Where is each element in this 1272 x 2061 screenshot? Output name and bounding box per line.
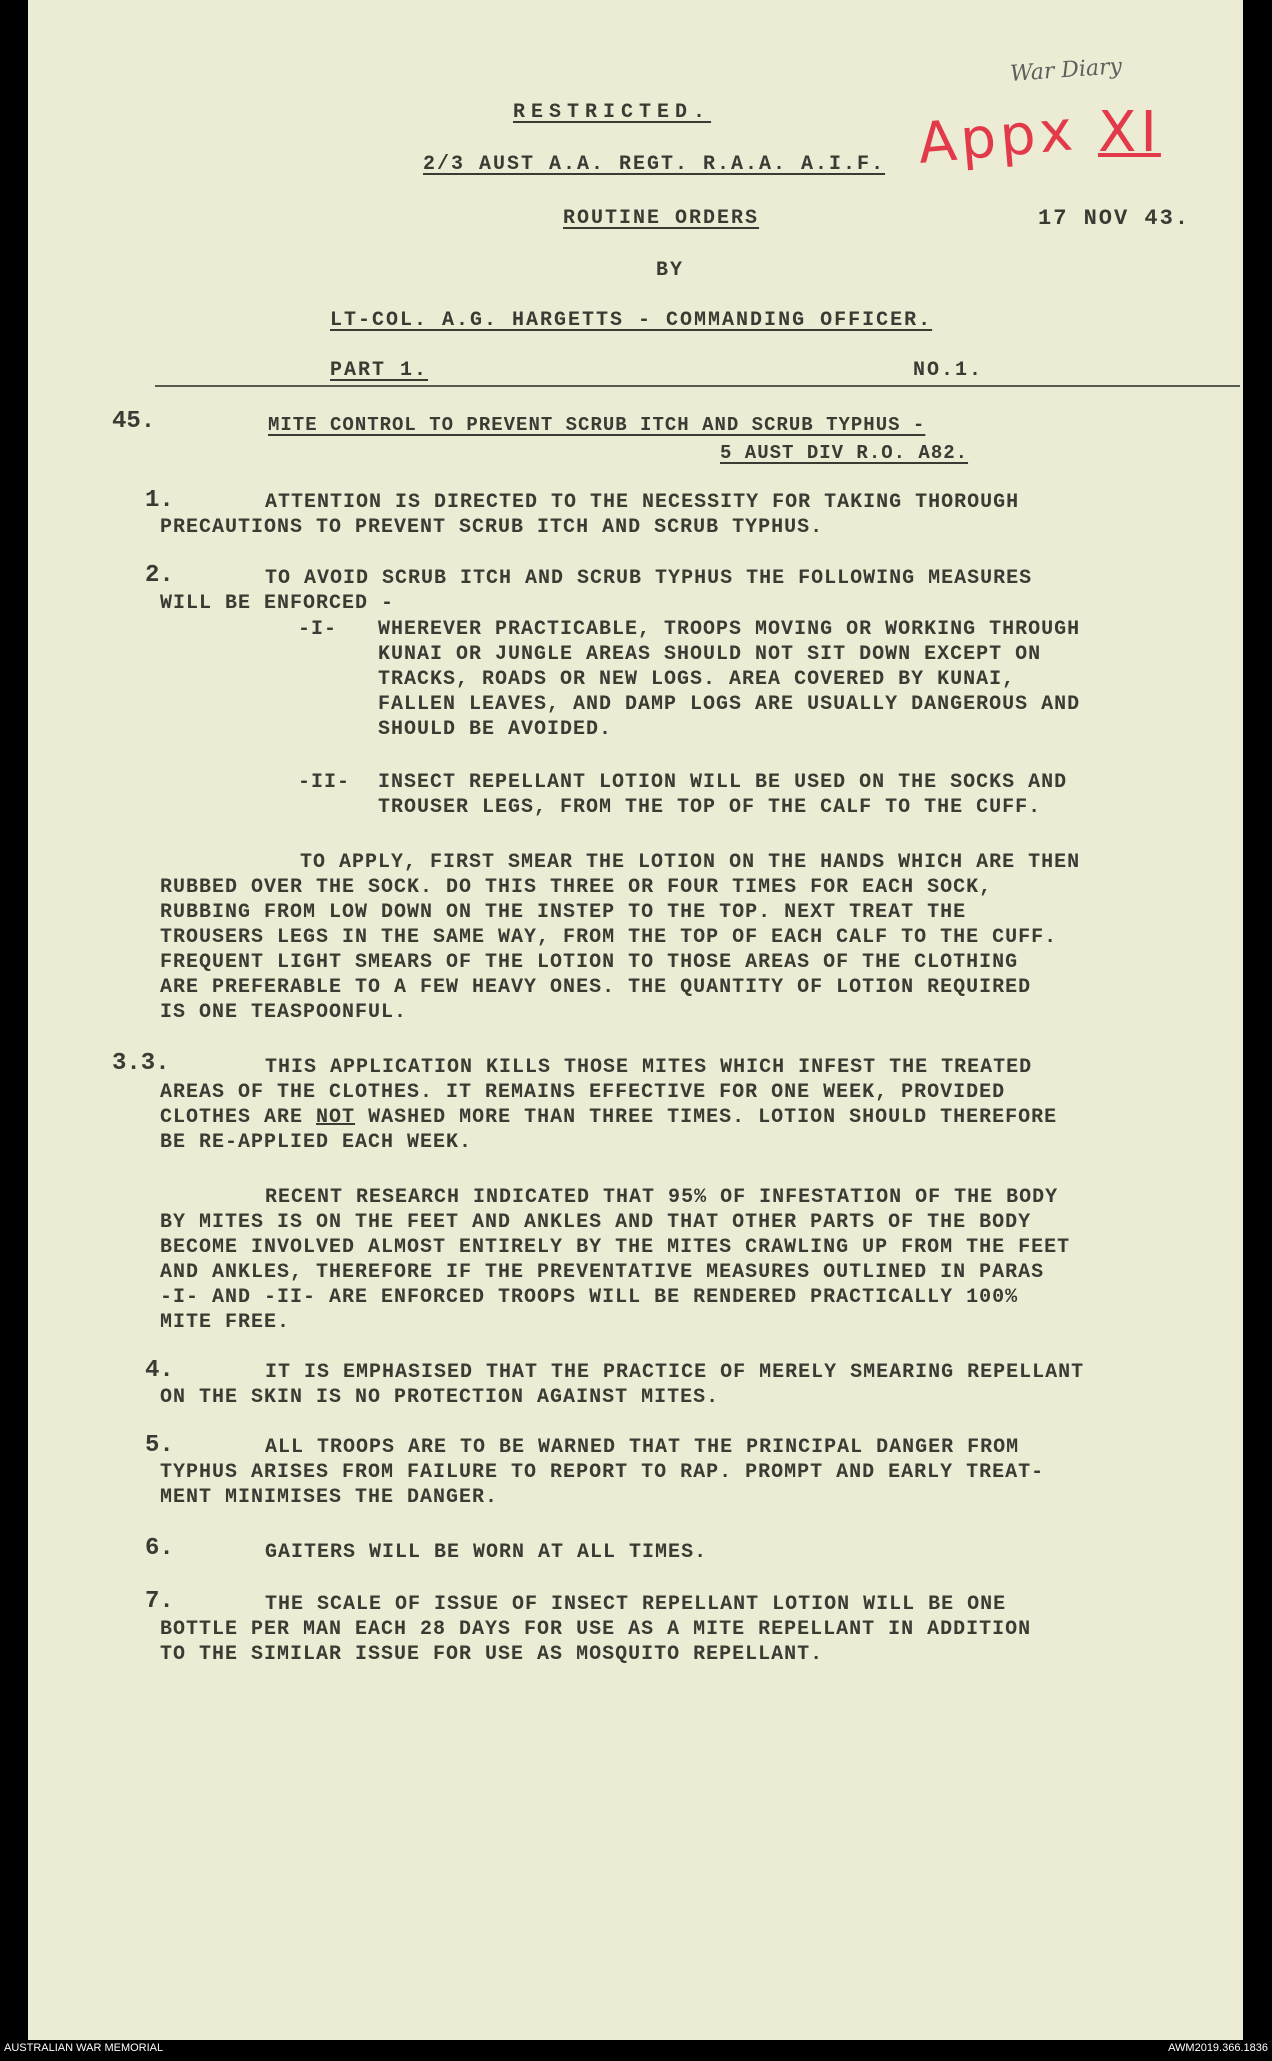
- para-6-number: 6.: [145, 1535, 174, 1562]
- research-line: -I- AND -II- ARE ENFORCED TROOPS WILL BE RENDERED PRACTICALLY 100%: [160, 1286, 1019, 1309]
- war-diary-annotation: War Diary: [1009, 54, 1123, 87]
- para-1-line: PRECAUTIONS TO PREVENT SCRUB ITCH AND SCRUB TYPHUS.: [160, 516, 824, 539]
- para-4-line: IT IS EMPHASISED THAT THE PRACTICE OF MERELY SMEARING REPELLANT: [265, 1361, 1085, 1384]
- research-line: MITE FREE.: [160, 1311, 291, 1334]
- appendix-numeral: XI: [1098, 100, 1161, 165]
- order-item-number: 45.: [112, 408, 156, 435]
- para-3-line-3: [160, 1105, 1057, 1130]
- research-line: AND ANKLES, THEREFORE IF THE PREVENTATIVE MEASURES OUTLINED IN PARAS: [160, 1261, 1045, 1284]
- para-5-number: 5.: [145, 1432, 174, 1459]
- sub-1-line: FALLEN LEAVES, AND DAMP LOGS ARE USUALLY DANGEROUS AND: [378, 693, 1081, 716]
- routine-orders-title: ROUTINE ORDERS: [563, 207, 760, 230]
- order-number: NO.1.: [913, 359, 984, 382]
- sub-1-line: SHOULD BE AVOIDED.: [378, 718, 613, 741]
- para-3-line-3-post: WASHED MORE THAN THREE TIMES. LOTION SHOULD THEREFORE: [368, 1106, 1058, 1129]
- not-emphasis: NOT: [316, 1106, 356, 1129]
- para-4-line: ON THE SKIN IS NO PROTECTION AGAINST MITES.: [160, 1386, 720, 1409]
- para-7-number: 7.: [145, 1588, 174, 1615]
- para-2-line: WILL BE ENFORCED -: [160, 592, 395, 615]
- apply-line: TO APPLY, FIRST SMEAR THE LOTION ON THE HANDS WHICH ARE THEN: [300, 851, 1081, 874]
- apply-line: IS ONE TEASPOONFUL.: [160, 1001, 408, 1024]
- sub-1-line: WHEREVER PRACTICABLE, TROOPS MOVING OR WORKING THROUGH: [378, 618, 1081, 641]
- para-1-line: ATTENTION IS DIRECTED TO THE NECESSITY FOR TAKING THOROUGH: [265, 491, 1020, 514]
- sub-1-line: TRACKS, ROADS OR NEW LOGS. AREA COVERED BY KUNAI,: [378, 668, 1016, 691]
- unit-heading: 2/3 AUST A.A. REGT. R.A.A. A.I.F.: [423, 153, 886, 176]
- sub-1-line: KUNAI OR JUNGLE AREAS SHOULD NOT SIT DOWN EXCEPT ON: [378, 643, 1042, 666]
- footer-institution: AUSTRALIAN WAR MEMORIAL: [4, 2042, 164, 2054]
- para-5-line: TYPHUS ARISES FROM FAILURE TO REPORT TO RAP. PROMPT AND EARLY TREAT-: [160, 1461, 1045, 1484]
- apply-line: RUBBING FROM LOW DOWN ON THE INSTEP TO THE TOP. NEXT TREAT THE: [160, 901, 967, 924]
- by-label: BY: [656, 259, 685, 282]
- para-1-number: 1.: [145, 487, 174, 514]
- para-2-line: TO AVOID SCRUB ITCH AND SCRUB TYPHUS THE FOLLOWING MEASURES: [265, 567, 1033, 590]
- order-heading-line1: MITE CONTROL TO PREVENT SCRUB ITCH AND SCRUB TYPHUS -: [268, 414, 926, 436]
- apply-line: ARE PREFERABLE TO A FEW HEAVY ONES. THE QUANTITY OF LOTION REQUIRED: [160, 976, 1032, 999]
- research-line: BY MITES IS ON THE FEET AND ANKLES AND THAT OTHER PARTS OF THE BODY: [160, 1211, 1032, 1234]
- para-5-line: ALL TROOPS ARE TO BE WARNED THAT THE PRINCIPAL DANGER FROM: [265, 1436, 1020, 1459]
- sub-1-label: -I-: [298, 618, 338, 641]
- para-5-line: MENT MINIMISES THE DANGER.: [160, 1486, 499, 1509]
- para-3-line: AREAS OF THE CLOTHES. IT REMAINS EFFECTIVE FOR ONE WEEK, PROVIDED: [160, 1081, 1006, 1104]
- header-divider: [155, 385, 1240, 387]
- para-3-line-3-pre: CLOTHES ARE: [160, 1106, 304, 1129]
- para-3-line: BE RE-APPLIED EACH WEEK.: [160, 1131, 473, 1154]
- classification-heading: RESTRICTED.: [513, 101, 712, 124]
- apply-line: RUBBED OVER THE SOCK. DO THIS THREE OR FOUR TIMES FOR EACH SOCK,: [160, 876, 993, 899]
- sub-2-line: INSECT REPELLANT LOTION WILL BE USED ON THE SOCKS AND: [378, 771, 1068, 794]
- research-line: RECENT RESEARCH INDICATED THAT 95% OF INFESTATION OF THE BODY: [265, 1186, 1059, 1209]
- para-4-number: 4.: [145, 1357, 174, 1384]
- order-heading-line2: 5 AUST DIV R.O. A82.: [720, 442, 969, 464]
- apply-line: TROUSERS LEGS IN THE SAME WAY, FROM THE TOP OF EACH CALF TO THE CUFF.: [160, 926, 1058, 949]
- para-3-line: THIS APPLICATION KILLS THOSE MITES WHICH INFEST THE TREATED: [265, 1056, 1033, 1079]
- para-7-line: BOTTLE PER MAN EACH 28 DAYS FOR USE AS A MITE REPELLANT IN ADDITION: [160, 1618, 1032, 1641]
- footer-reference: AWM2019.366.1836: [1168, 2042, 1268, 2054]
- para-7-line: THE SCALE OF ISSUE OF INSECT REPELLANT LOTION WILL BE ONE: [265, 1593, 1007, 1616]
- para-2-number: 2.: [145, 562, 174, 589]
- appendix-annotation: Appx: [915, 98, 1080, 177]
- apply-line: FREQUENT LIGHT SMEARS OF THE LOTION TO THOSE AREAS OF THE CLOTHING: [160, 951, 1019, 974]
- order-date: 17 NOV 43.: [1038, 206, 1191, 231]
- commanding-officer: LT-COL. A.G. HARGETTS - COMMANDING OFFICER.: [330, 309, 933, 332]
- research-line: BECOME INVOLVED ALMOST ENTIRELY BY THE MITES CRAWLING UP FROM THE FEET: [160, 1236, 1071, 1259]
- para-3-number: 3.3.: [112, 1050, 170, 1077]
- sub-2-line: TROUSER LEGS, FROM THE TOP OF THE CALF TO THE CUFF.: [378, 796, 1042, 819]
- sub-2-label: -II-: [298, 771, 351, 794]
- part-label: PART 1.: [330, 359, 429, 382]
- para-7-line: TO THE SIMILAR ISSUE FOR USE AS MOSQUITO REPELLANT.: [160, 1643, 824, 1666]
- para-6-line: GAITERS WILL BE WORN AT ALL TIMES.: [265, 1541, 708, 1564]
